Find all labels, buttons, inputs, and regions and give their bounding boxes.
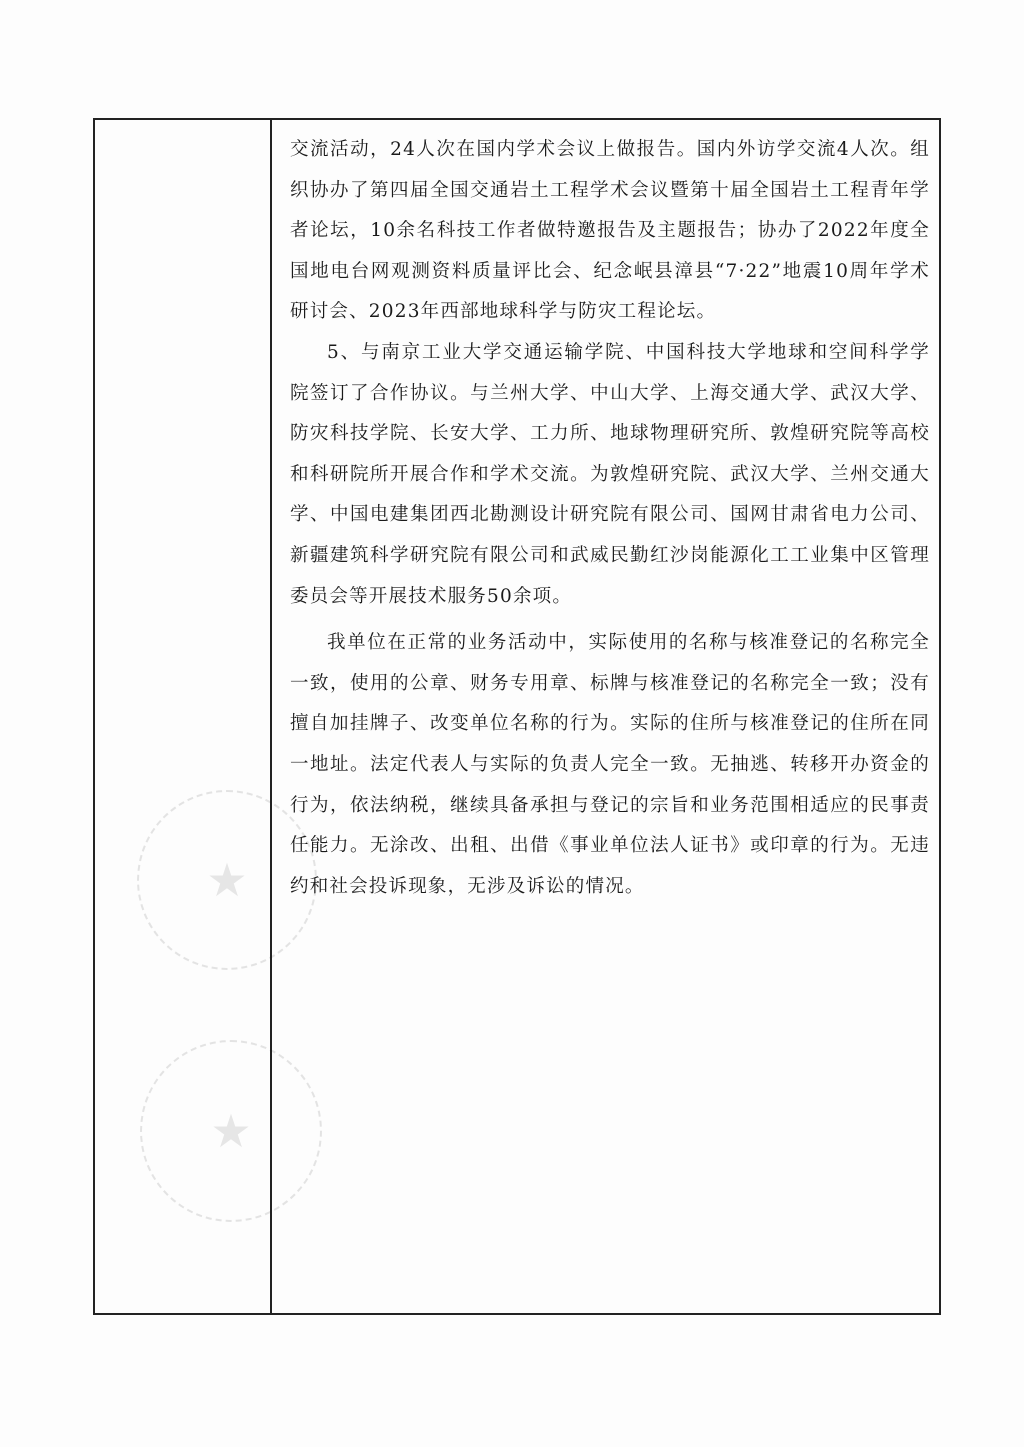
paragraph-compliance-statement: 我单位在正常的业务活动中，实际使用的名称与核准登记的名称完全一致，使用的公章、财务专用章、标牌与核准登记的名称完全一致；没有擅自加挂牌子、改变单位名称的行为。实际的住所与核准登记的住所在同一地址。法定代表人与实际的负责人完全一致。无抽逃、转移开办资金的行为，依法纳税，继续具备承担与登记的宗旨和业务范围相适应的民事责任能力。无涂改、出租、出借《事业单位法人证书》或印章的行为。无违约和社会投诉现象，无涉及诉讼的情况。 — [290, 632, 930, 897]
report-table — [93, 118, 941, 1315]
table-content-cell — [272, 120, 939, 1313]
star-icon: ★ — [210, 1104, 252, 1158]
star-icon: ★ — [206, 853, 248, 907]
table-label-cell — [95, 120, 272, 1313]
paragraph-cooperation: 5、与南京工业大学交通运输学院、中国科技大学地球和空间科学学院签订了合作协议。与兰州大学、中山大学、上海交通大学、武汉大学、防灾科技学院、长安大学、工力所、地球物理研究所、敦煌研究院等高校和科研院所开展合作和学术交流。为敦煌研究院、武汉大学、兰州交通大学、中国电建集团西北勘测设计研究院有限公司、国网甘肃省电力公司、新疆建筑科学研究院有限公司和武威民勤红沙岗能源化工工业集中区管理委员会等开展技术服务50余项。 — [290, 341, 930, 607]
paragraph-exchange-activities: 交流活动，24人次在国内学术会议上做报告。国内外访学交流4人次。组织协办了第四届全国交通岩土工程学术会议暨第十届全国岩土工程青年学者论坛，10余名科技工作者做特邀报告及主题报告；协办了2022年度全国地电台网观测资料质量评比会、纪念岷县漳县“7·22”地震10周年学术研讨会、2023年西部地球科学与防灾工程论坛。 — [290, 139, 930, 323]
